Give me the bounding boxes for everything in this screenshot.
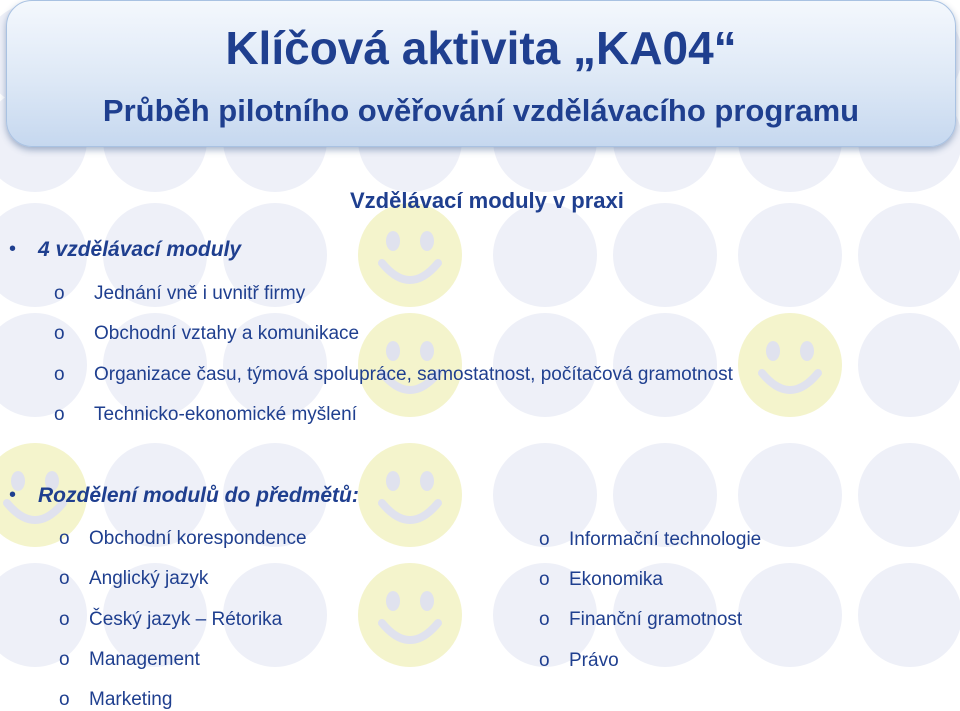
sub-bullet-marker: o	[59, 689, 70, 710]
sub-bullet-marker: o	[54, 404, 65, 425]
subject-item: Management	[89, 649, 200, 670]
sub-bullet-marker: o	[539, 650, 550, 671]
subjects-heading: Rozdělení modulů do předmětů:	[38, 484, 359, 507]
subject-item: Český jazyk – Rétorika	[89, 609, 283, 630]
module-item: Obchodní vztahy a komunikace	[94, 323, 360, 344]
sub-bullet-marker: o	[54, 364, 65, 385]
sub-bullet-marker: o	[59, 649, 70, 670]
subject-item: Obchodní korespondence	[89, 528, 307, 549]
sub-bullet-marker: o	[54, 323, 65, 344]
sub-bullet-marker: o	[54, 283, 65, 304]
sub-bullet-marker: o	[539, 609, 550, 630]
section-heading: Vzdělávací moduly v praxi	[350, 188, 624, 213]
bullet-marker: •	[9, 484, 17, 506]
sub-bullet-marker: o	[59, 568, 70, 589]
module-item: Technicko-ekonomické myšlení	[94, 404, 357, 425]
subject-item: Marketing	[89, 689, 173, 710]
modules-heading: 4 vzdělávací moduly	[38, 238, 242, 261]
subject-item: Právo	[569, 650, 619, 671]
sub-bullet-marker: o	[59, 609, 70, 630]
sub-bullet-marker: o	[539, 529, 550, 550]
page-title: Klíčová aktivita „KA04“	[225, 22, 737, 74]
sub-bullet-marker: o	[539, 569, 550, 590]
page-subtitle: Průběh pilotního ověřování vzdělávacího programu	[102, 93, 860, 128]
module-item: Jednání vně i uvnitř firmy	[94, 283, 306, 304]
sub-bullet-marker: o	[59, 528, 70, 549]
subject-item: Informační technologie	[569, 529, 762, 550]
subject-item: Ekonomika	[569, 569, 663, 590]
subject-item: Anglický jazyk	[89, 568, 209, 589]
module-item: Organizace času, týmová spolupráce, samostatnost, počítačová gramotnost	[94, 364, 733, 385]
subject-item: Finanční gramotnost	[569, 609, 743, 630]
bullet-marker: •	[9, 238, 17, 260]
